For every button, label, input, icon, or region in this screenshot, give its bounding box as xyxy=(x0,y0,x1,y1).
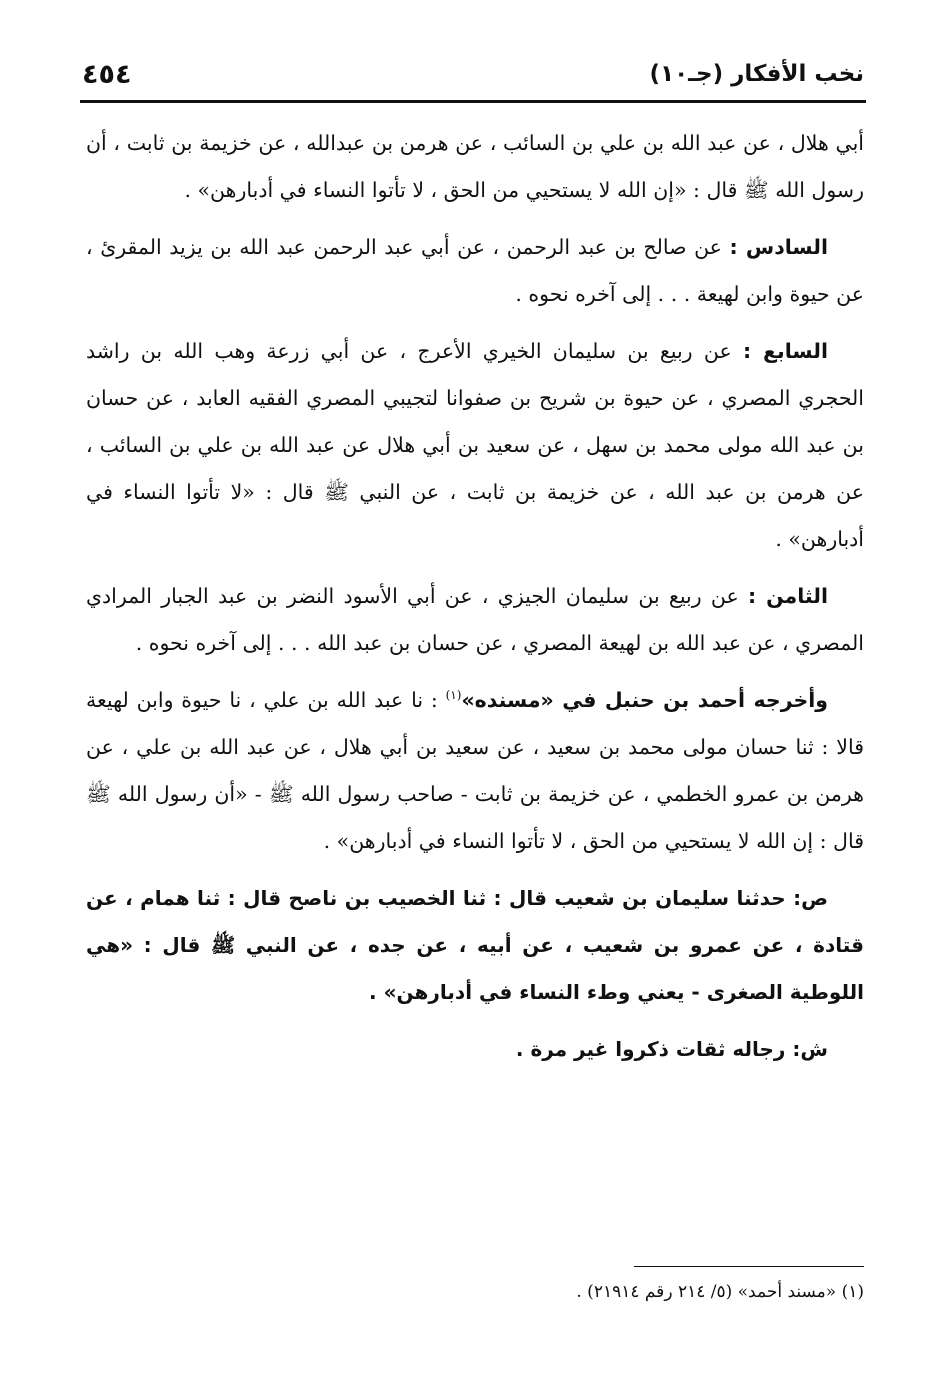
paragraph-seventh-text: عن ربيع بن سليمان الخيري الأعرج ، عن أبي زرعة وهب الله بن راشد الحجري المصري ، عن حيوة بن شريح بن صفوانا لتجيبي المصري الفقيه العابد ، عن حسان بن عبد الله مولى محمد بن سهل ، عن سعيد بن أبي هلال عن عبد الله بن علي بن السائب ، عن هرمن بن عبد الله ، عن خزيمة بن ثابت ، عن النبي ﷺ قال : «لا تأتوا النساء في أدبارهن» . xyxy=(86,339,864,551)
paragraph-eighth xyxy=(86,573,864,667)
footnote: (١) «مسند أحمد» (٥/ ٢١٤ رقم ٢١٩١٤) . xyxy=(576,1282,864,1302)
paragraph-sixth xyxy=(86,224,864,318)
header-divider xyxy=(80,100,866,103)
paragraph-sixth-text: عن صالح بن عبد الرحمن ، عن أبي عبد الرحمن عبد الله بن يزيد المقرئ ، عن حيوة وابن لهيعة . . . إلى آخره نحوه . xyxy=(86,235,864,306)
book-title: نخب الأفكار (جـ١٠) xyxy=(649,61,864,87)
paragraph-eighth-text: عن ربيع بن سليمان الجيزي ، عن أبي الأسود النضر بن عبد الجبار المرادي المصري ، عن عبد الله بن لهيعة المصري ، عن حسان بن عبد الله . . . إلى آخره نحوه . xyxy=(86,584,864,655)
paragraph-ahmad-text: : نا عبد الله بن علي ، نا حيوة وابن لهيعة قالا : ثنا حسان مولى محمد بن سعيد ، عن سعيد بن أبي هلال ، عن عبد الله بن علي ، عن هرمن بن عمرو الخطمي ، عن خزيمة بن ثابت - صاحب رسول الله ﷺ - «أن رسول الله ﷺ قال : إن الله لا يستحيي من الحق ، لا تأتوا النساء في أدبارهن» . xyxy=(86,688,864,853)
page-number: ٤٥٤ xyxy=(82,58,132,90)
section-heading-seventh: السابع : xyxy=(742,339,828,363)
footnote-reference: (١) xyxy=(445,688,462,703)
page-header xyxy=(82,52,864,96)
paragraph-matn: ص: حدثنا سليمان بن شعيب قال : ثنا الخصيب بن ناصح قال : ثنا همام ، عن قتادة ، عن عمرو بن شعيب ، عن أبيه ، عن جده ، عن النبي ﷺ قال : «هي اللوطية الصغرى - يعني وطء النساء في أدبارهن» . xyxy=(86,886,864,1004)
section-heading-sixth: السادس : xyxy=(729,235,828,259)
paragraph-continuation: أبي هلال ، عن عبد الله بن علي بن السائب ، عن هرمن بن عبدالله ، عن خزيمة بن ثابت ، أن رسول الله ﷺ قال : «إن الله لا يستحيي من الحق ، لا تأتوا النساء في أدبارهن» . xyxy=(86,131,864,202)
page-body xyxy=(86,120,864,1298)
section-heading-ahmad: وأخرجه أحمد بن حنبل في «مسنده» xyxy=(461,688,828,712)
paragraph-seventh xyxy=(86,328,864,563)
paragraph-sharh: ش: رجاله ثقات ذكروا غير مرة . xyxy=(515,1037,828,1061)
footnote-divider xyxy=(634,1266,864,1267)
section-heading-eighth: الثامن : xyxy=(747,584,828,608)
paragraph-ahmad xyxy=(86,677,864,865)
